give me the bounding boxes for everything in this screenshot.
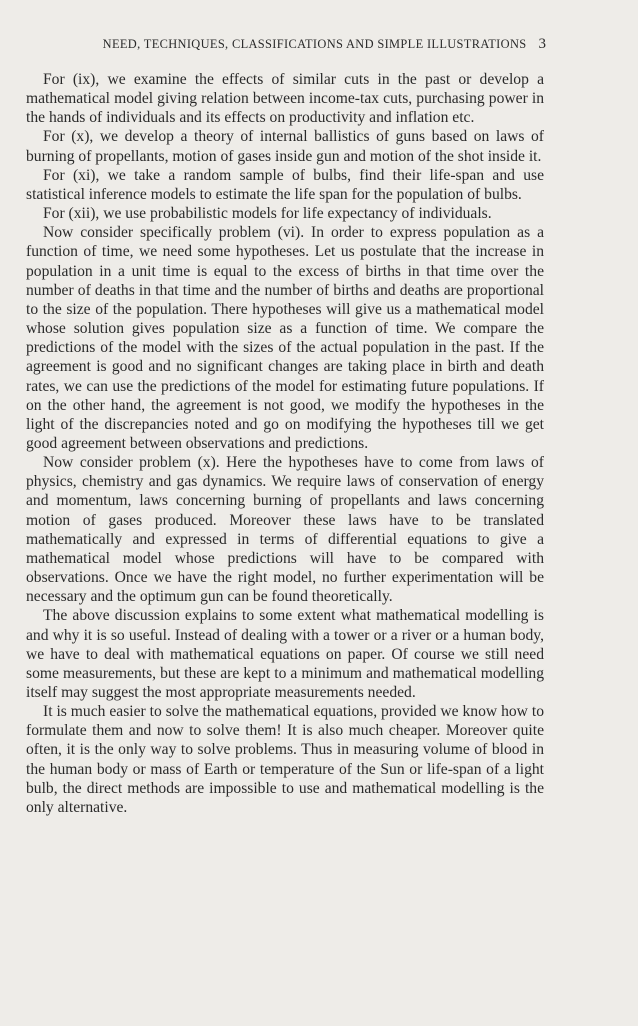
page-body <box>26 70 544 817</box>
paragraph: For (x), we develop a theory of internal ballistics of guns based on laws of burning of propellants, motion of gases inside gun and motion of the shot inside it. <box>26 128 544 165</box>
paragraph: For (xi), we take a random sample of bulbs, find their life-span and use statistical inference models to estimate the life span for the population of bulbs. <box>26 166 544 203</box>
paragraph: It is much easier to solve the mathematical equations, provided we know how to formulate them and now to solve them! It is also much cheaper. Moreover quite often, it is the only way to solve problems. Thus in measuring volume of blood in the human body or mass of Earth or temperature of the Sun or life-span of a light bulb, the direct methods are impossible to use and mathematical modelling is the only alternative. <box>26 703 544 816</box>
paragraph: Now consider problem (x). Here the hypotheses have to come from laws of physics, chemistry and gas dynamics. We require laws of conservation of energy and momentum, laws concerning burning of propellants and laws concerning motion of gases produced. Moreover these laws have to be translated mathematically and expressed in terms of differential equations to give a mathematical model whose predictions will have to be compared with observations. Once we have the right model, no further experimentation will be necessary and the optimum gun can be found theoretically. <box>26 454 544 606</box>
page-header <box>96 36 546 53</box>
paragraph: For (ix), we examine the effects of similar cuts in the past or develop a mathematical model giving relation between income-tax cuts, purchasing power in the hands of individuals and its effects on productivity and inflation etc. <box>26 71 544 127</box>
running-title: NEED, TECHNIQUES, CLASSIFICATIONS AND SIMPLE ILLUSTRATIONS <box>102 37 527 51</box>
page-number: 3 <box>538 36 546 52</box>
paragraph: The above discussion explains to some extent what mathematical modelling is and why it is so useful. Instead of dealing with a tower or a river or a human body, we have to deal with mathematical equations on paper. Of course we still need some measurements, but these are kept to a minimum and mathematical modelling itself may suggest the most appropriate measurements needed. <box>26 607 544 701</box>
paragraph: For (xii), we use probabilistic models for life expectancy of individuals. <box>43 205 492 223</box>
paragraph: Now consider specifically problem (vi). In order to express population as a function of time, we need some hypotheses. Let us postulate that the increase in population in a unit time is equal to the excess of births in that time over the number of deaths in that time and the number of births and deaths are proportional to the size of the population. There hypotheses will give us a mathematical model whose solution gives population size as a function of time. We compare the predictions of the model with the sizes of the actual population in the past. If the agreement is good and no significant changes are taking place in birth and death rates, we can use the predictions of the model for estimating future populations. If on the other hand, the agreement is not good, we modify the hypotheses in the light of the discrepancies noted and go on modifying the hypotheses till we get good agreement between observations and predictions. <box>26 224 544 452</box>
